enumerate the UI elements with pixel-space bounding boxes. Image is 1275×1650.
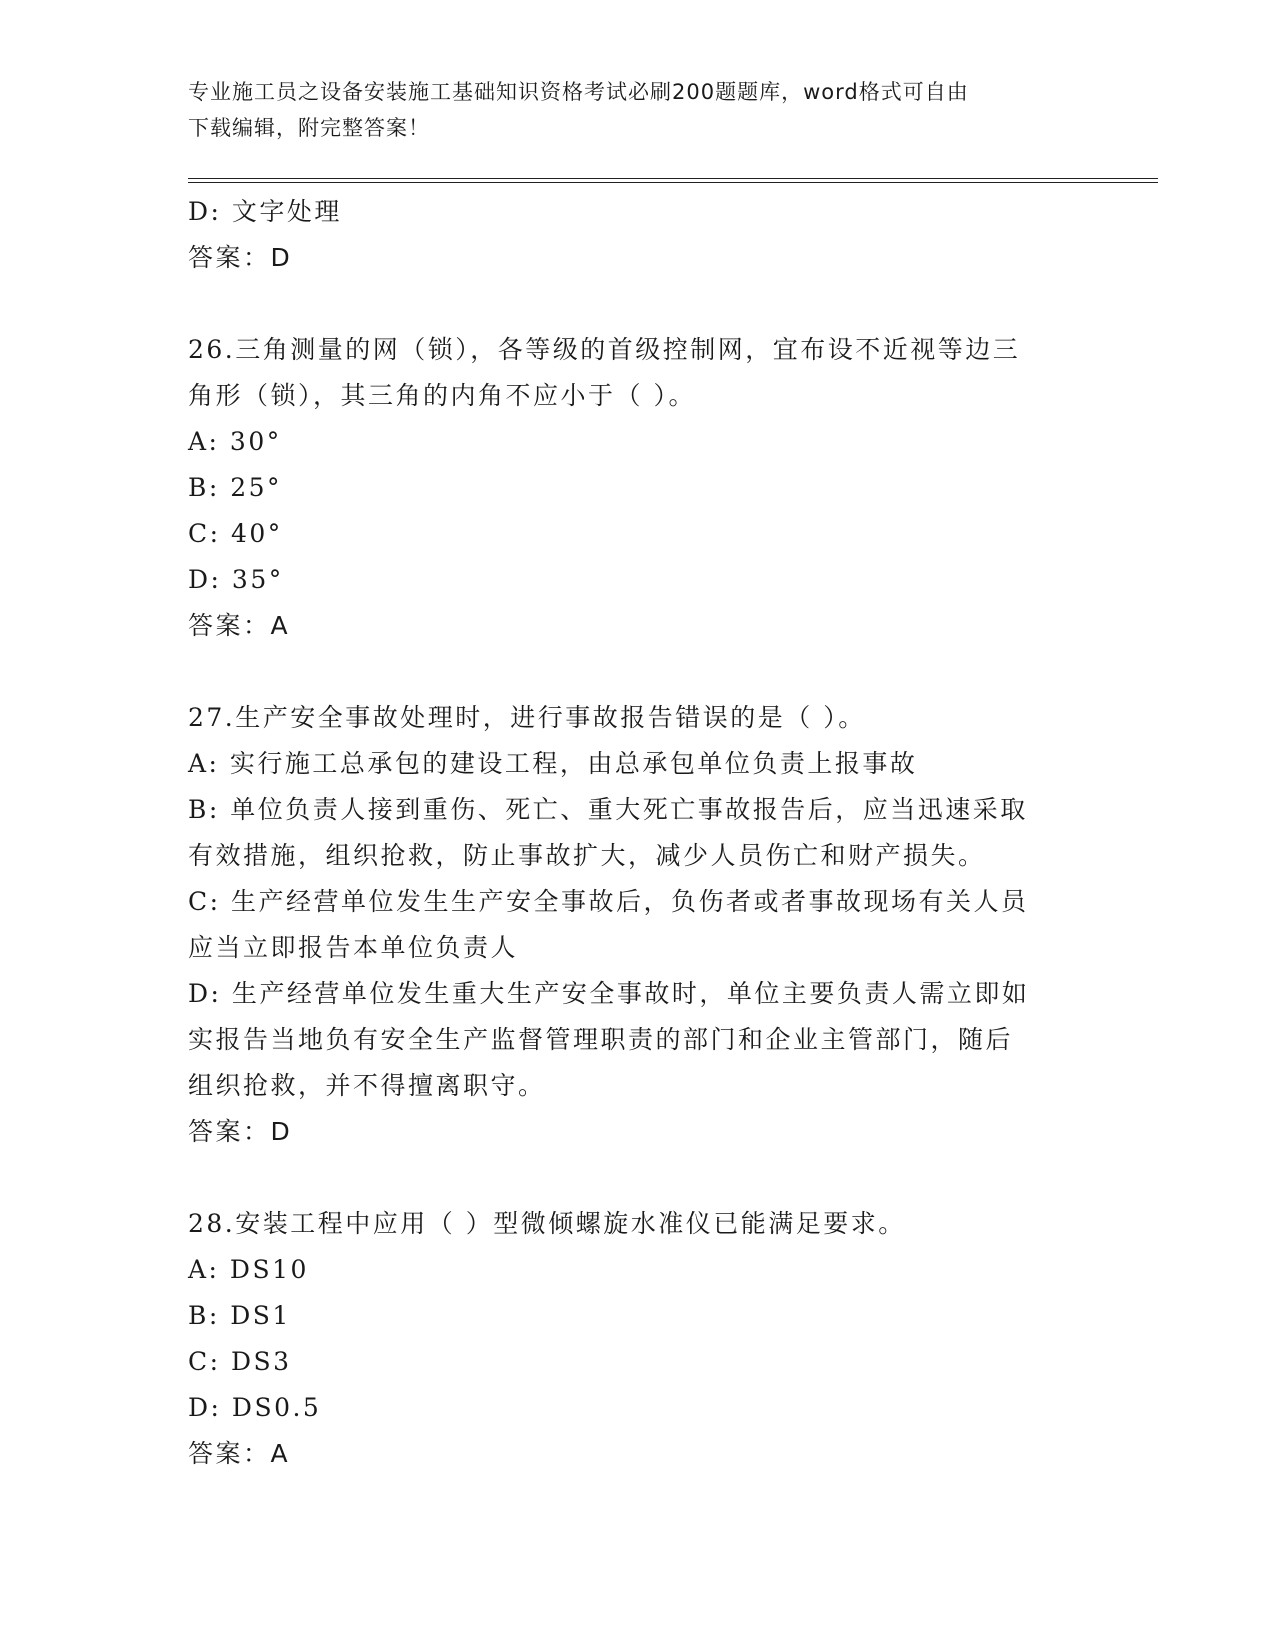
question-28 [188,1201,1088,1477]
option-d-cont-2: 组织抢救，并不得擅离职守。 [188,1071,546,1100]
option-b: B: 单位负责人接到重伤、死亡、重大死亡事故报告后，应当迅速采取 [188,795,1028,824]
header-line-2: 下载编辑，附完整答案！ [188,116,430,140]
option-d: D: 35° [188,565,284,594]
question-stem-cont: 角形（锁），其三角的内角不应小于（ ）。 [188,381,696,410]
option-c: C: 40° [188,519,283,548]
option-a: A: DS10 [188,1255,309,1284]
answer-line: 答案：A [188,1439,291,1468]
document-body [188,189,1088,1477]
answer-line: 答案：D [188,243,293,272]
option-d-cont: 实报告当地负有安全生产监督管理职责的部门和企业主管部门，随后 [188,1025,1014,1054]
option-c: C: DS3 [188,1347,292,1376]
question-stem: 28.安装工程中应用（ ）型微倾螺旋水准仪已能满足要求。 [188,1209,906,1238]
header-line-1: 专业施工员之设备安装施工基础知识资格考试必刷200题题库，word格式可自由 [188,80,969,104]
option-a: A: 实行施工总承包的建设工程，由总承包单位负责上报事故 [188,749,918,778]
option-d: D: 生产经营单位发生重大生产安全事故时，单位主要负责人需立即如 [188,979,1030,1008]
option-b: B: DS1 [188,1301,291,1330]
option-c: C: 生产经营单位发生生产安全事故后，负伤者或者事故现场有关人员 [188,887,1029,916]
answer-line: 答案：D [188,1117,293,1146]
option-c-cont: 应当立即报告本单位负责人 [188,933,519,962]
question-stem: 27.生产安全事故处理时，进行事故报告错误的是（ ）。 [188,703,866,732]
option-d: D: DS0.5 [188,1393,322,1422]
option-b: B: 25° [188,473,283,502]
option-d: D: 文字处理 [188,197,342,226]
option-a: A: 30° [188,427,282,456]
document-header [188,74,1068,146]
header-rule-thick [188,182,1158,183]
question-25-tail [188,189,1088,281]
answer-line: 答案：A [188,611,291,640]
question-26 [188,327,1088,649]
option-b-cont: 有效措施，组织抢救，防止事故扩大，减少人员伤亡和财产损失。 [188,841,986,870]
question-stem: 26.三角测量的网（锁），各等级的首级控制网，宜布设不近视等边三 [188,335,1021,364]
header-rule-thin [188,178,1158,179]
question-27 [188,695,1088,1155]
